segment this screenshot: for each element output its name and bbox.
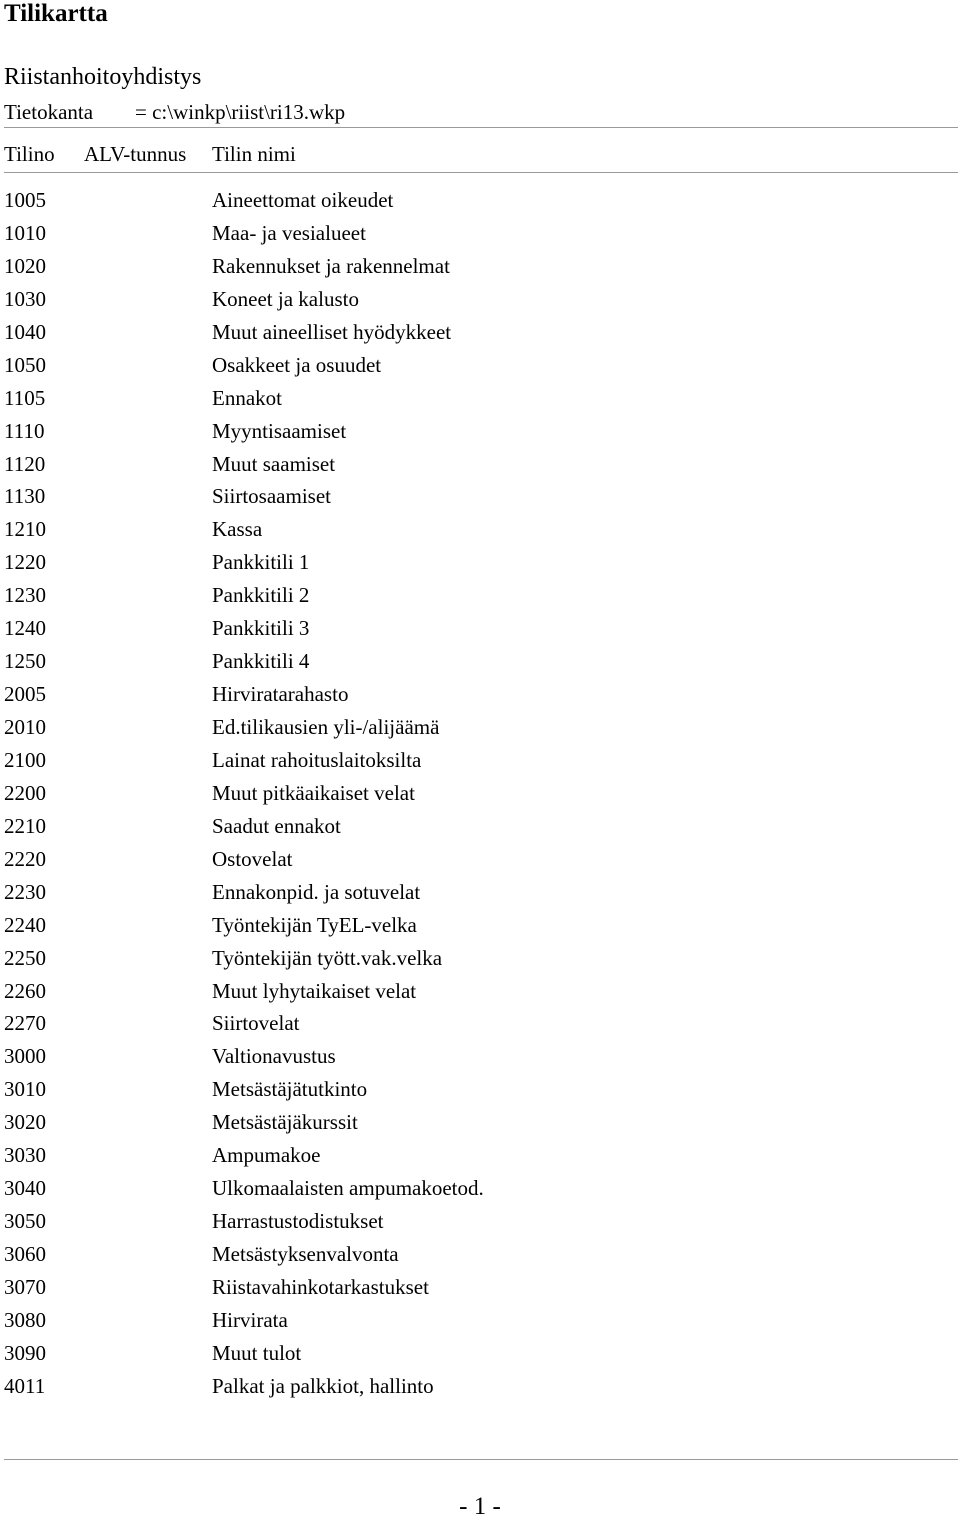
table-row	[0, 1370, 960, 1403]
account-name: Maa- ja vesialueet	[212, 220, 366, 245]
account-name: Palkat ja palkkiot, hallinto	[212, 1373, 434, 1398]
account-name: Ed.tilikausien yli-/alijäämä	[212, 715, 440, 739]
account-name: Pankkitili 2	[212, 583, 310, 608]
account-number: 3060	[4, 1242, 46, 1266]
table-row	[0, 448, 960, 481]
account-number: 3070	[4, 1274, 46, 1299]
table-row	[0, 1205, 960, 1238]
table-row	[0, 744, 960, 777]
table-row	[0, 1172, 960, 1205]
account-number: 2260	[4, 978, 46, 1003]
account-name: Työntekijän TyEL-velka	[212, 912, 417, 937]
table-row	[0, 316, 960, 349]
table-row	[0, 975, 960, 1008]
account-name: Ostovelat	[212, 846, 293, 871]
account-number: 3080	[4, 1307, 46, 1332]
account-number: 1020	[4, 253, 46, 278]
account-number: 2200	[4, 780, 46, 805]
table-row	[0, 711, 960, 744]
document-title: Tilikartta	[4, 0, 108, 27]
table-row	[0, 546, 960, 579]
account-number: 1105	[4, 385, 46, 410]
page-number: - 1 -	[459, 1493, 501, 1520]
database-path: = c:\winkp\riist\ri13.wkp	[135, 100, 346, 124]
table-row	[0, 250, 960, 283]
table-row	[0, 217, 960, 250]
organization-name: Riistanhoitoyhdistys	[4, 64, 202, 90]
table-row	[0, 645, 960, 678]
table-row	[0, 1337, 960, 1370]
table-row	[0, 876, 960, 909]
account-name: Työntekijän tyött.vak.velka	[212, 945, 443, 970]
account-number: 2010	[4, 715, 46, 739]
account-name: Ampumakoe	[212, 1143, 321, 1168]
account-number: 1110	[4, 418, 45, 443]
account-number: 1040	[4, 319, 46, 344]
account-number: 1130	[4, 484, 46, 509]
account-number: 3090	[4, 1340, 46, 1365]
account-number: 3000	[4, 1044, 46, 1069]
account-number: 2005	[4, 682, 46, 707]
account-list	[0, 184, 960, 1403]
account-name: Pankkitili 3	[212, 616, 310, 641]
account-number: 2270	[4, 1011, 46, 1036]
header-divider-bottom	[4, 172, 958, 173]
account-name: Aineettomat oikeudet	[212, 188, 394, 212]
account-number: 3040	[4, 1176, 46, 1201]
table-row	[0, 415, 960, 448]
account-number: 1210	[4, 517, 46, 542]
table-row	[0, 942, 960, 975]
account-name: Siirtovelat	[212, 1011, 300, 1036]
account-number: 3010	[4, 1077, 46, 1102]
account-name: Kassa	[212, 517, 263, 542]
table-row	[0, 678, 960, 711]
account-name: Harrastustodistukset	[212, 1209, 384, 1234]
table-row	[0, 513, 960, 546]
account-name: Ulkomaalaisten ampumakoetod.	[212, 1176, 484, 1201]
account-name: Ennakot	[212, 385, 282, 410]
account-name: Osakkeet ja osuudet	[212, 352, 382, 377]
table-row	[0, 283, 960, 316]
account-number: 2230	[4, 879, 46, 904]
table-row	[0, 1139, 960, 1172]
account-name: Metsästäjätutkinto	[212, 1077, 368, 1102]
column-header-account-name: Tilin nimi	[212, 142, 296, 166]
table-row	[0, 909, 960, 942]
table-row	[0, 1238, 960, 1271]
account-number: 2100	[4, 747, 46, 772]
account-name: Riistavahinkotarkastukset	[212, 1274, 429, 1299]
account-number: 3030	[4, 1143, 46, 1168]
account-number: 1005	[4, 188, 46, 212]
table-row	[0, 184, 960, 217]
account-number: 2240	[4, 912, 46, 937]
account-name: Siirtosaamiset	[212, 484, 331, 509]
account-number: 3050	[4, 1209, 46, 1234]
account-number: 1120	[4, 451, 46, 476]
account-name: Pankkitili 4	[212, 649, 310, 674]
table-row	[0, 1106, 960, 1139]
table-row	[0, 1007, 960, 1040]
account-number: 2250	[4, 945, 46, 970]
account-name: Lainat rahoituslaitoksilta	[212, 747, 422, 772]
column-header-vat-code: ALV-tunnus	[84, 142, 187, 166]
account-number: 1250	[4, 649, 46, 674]
table-row	[0, 810, 960, 843]
account-number: 1030	[4, 286, 46, 311]
account-name: Saadut ennakot	[212, 813, 341, 838]
account-name: Ennakonpid. ja sotuvelat	[212, 879, 421, 904]
account-name: Hirvirata	[212, 1307, 288, 1332]
account-name: Rakennukset ja rakennelmat	[212, 253, 450, 278]
account-number: 3020	[4, 1110, 46, 1135]
table-row	[0, 1304, 960, 1337]
account-name: Muut lyhytaikaiset velat	[212, 978, 417, 1003]
account-number: 1050	[4, 352, 46, 377]
database-label: Tietokanta	[4, 100, 94, 124]
table-row	[0, 480, 960, 513]
account-number: 4011	[4, 1373, 46, 1398]
account-number: 1230	[4, 583, 46, 608]
account-name: Koneet ja kalusto	[212, 286, 359, 311]
account-name: Muut tulot	[212, 1340, 302, 1365]
account-name: Metsästäjäkurssit	[212, 1110, 358, 1135]
account-name: Valtionavustus	[212, 1044, 336, 1069]
column-header-account-number: Tilino	[4, 142, 55, 166]
table-row	[0, 579, 960, 612]
account-name: Hirviratarahasto	[212, 682, 349, 707]
account-name: Muut saamiset	[212, 451, 336, 476]
account-number: 1010	[4, 220, 46, 245]
account-number: 2220	[4, 846, 46, 871]
account-name: Muut pitkäaikaiset velat	[212, 780, 415, 805]
account-name: Myyntisaamiset	[212, 418, 347, 443]
table-row	[0, 1271, 960, 1304]
table-row	[0, 612, 960, 645]
account-name: Pankkitili 1	[212, 550, 310, 575]
table-row	[0, 349, 960, 382]
table-row	[0, 843, 960, 876]
table-row	[0, 777, 960, 810]
account-name: Muut aineelliset hyödykkeet	[212, 319, 452, 344]
header-divider-top	[4, 127, 958, 128]
table-row	[0, 1040, 960, 1073]
table-row	[0, 382, 960, 415]
account-number: 1220	[4, 550, 46, 575]
table-row	[0, 1073, 960, 1106]
account-name: Metsästyksenvalvonta	[212, 1242, 399, 1266]
footer-divider	[4, 1459, 958, 1460]
account-number: 1240	[4, 616, 46, 641]
account-number: 2210	[4, 813, 46, 838]
